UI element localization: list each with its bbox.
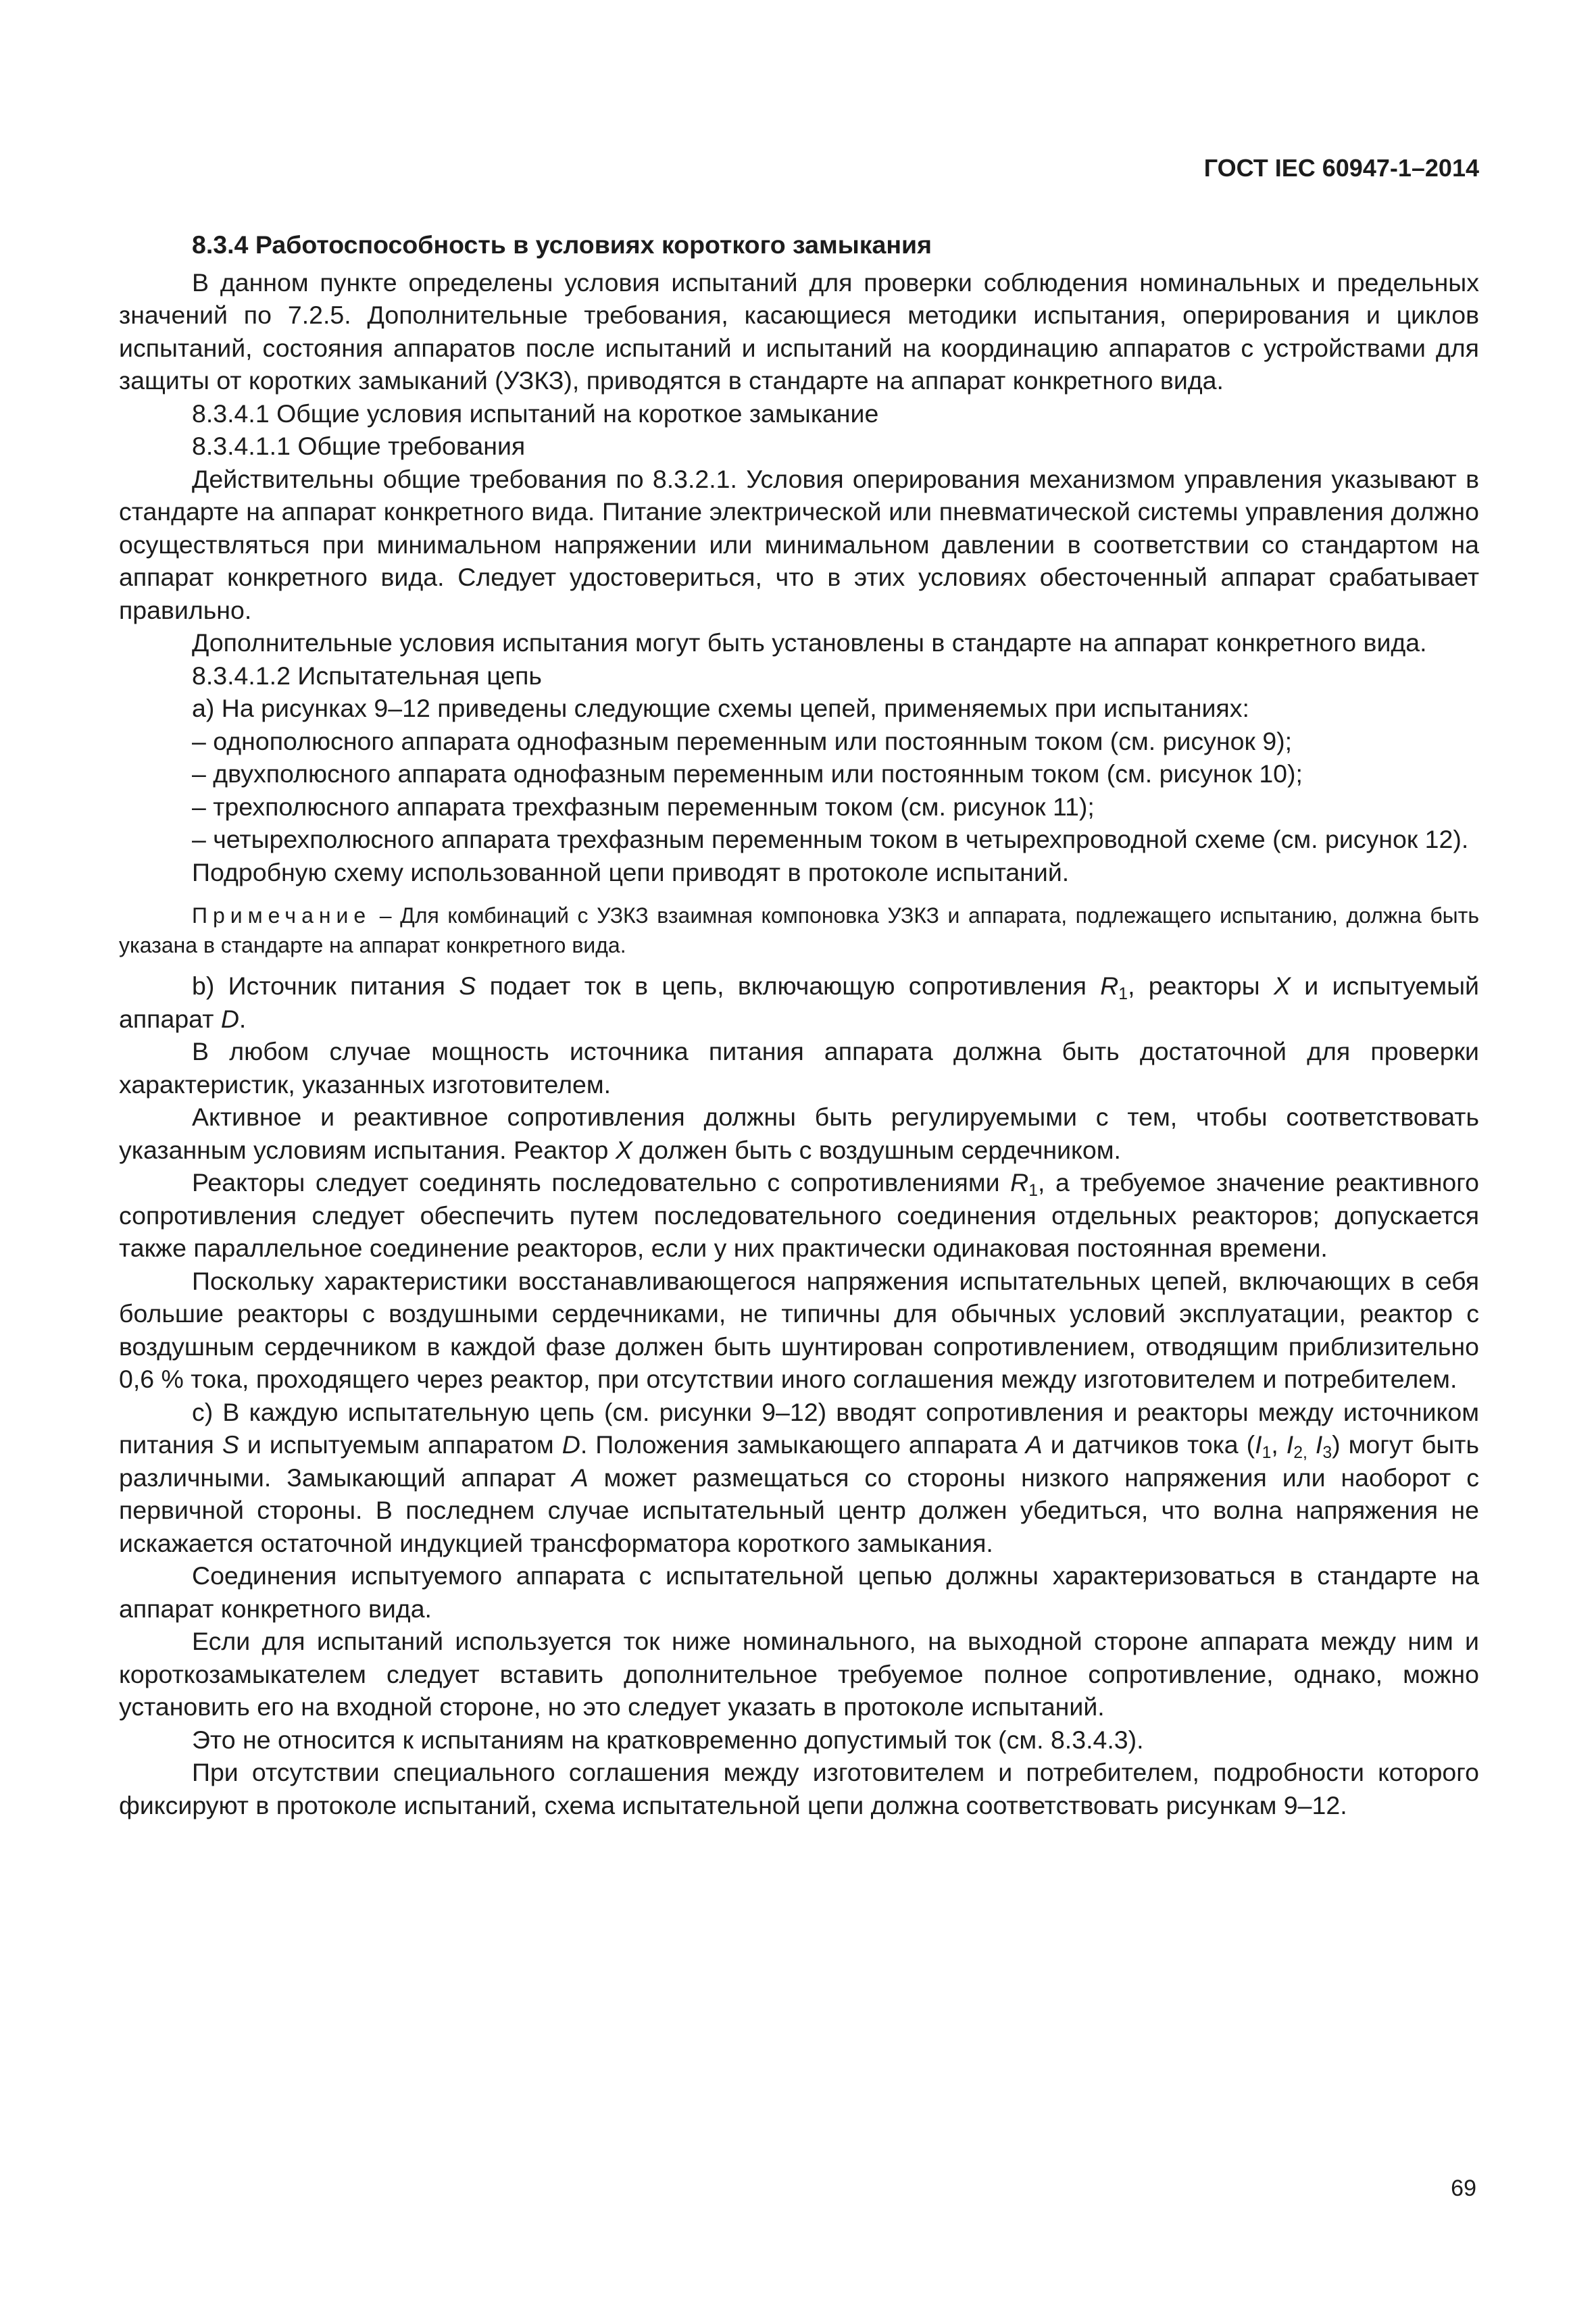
- item-b-paragraph: [119, 970, 1479, 1035]
- power-source-paragraph: В любом случае мощность источника питания аппарата должна быть достаточной для проверки характеристик, указанных изготовителем.: [119, 1037, 1479, 1099]
- text-run: .: [239, 1004, 247, 1033]
- text-run: b) Источник питания: [192, 972, 459, 1000]
- symbol-i: I: [1255, 1430, 1262, 1459]
- subsection-heading-83411: 8.3.4.1.1 Общие требования: [192, 432, 526, 460]
- reactors-paragraph: [119, 1166, 1479, 1265]
- item-c-paragraph: [119, 1396, 1479, 1560]
- additional-conditions-paragraph: Дополнительные условия испытания могут быть установлены в стандарте на аппарат конкретного вида.: [192, 628, 1427, 657]
- lower-current-paragraph: Если для испытаний используется ток ниже номинального, на выходной стороне аппарата между ним и короткозамыкателем следует вставить дополнительное требуемое полное сопротивление, однако, можно установить его на входной стороне, но это следует указать в протоколе испытаний.: [119, 1627, 1479, 1721]
- note-text: – Для комбинаций с УЗКЗ взаимная компоновка УЗКЗ и аппарата, подлежащего испытанию, должна быть указана в стандарте на аппарат конкретного вида.: [119, 903, 1479, 957]
- symbol-d: D: [562, 1430, 580, 1459]
- section-title: 8.3.4 Работоспособность в условиях короткого замыкания: [192, 230, 932, 259]
- subsection-heading-8341: 8.3.4.1 Общие условия испытаний на короткое замыкание: [192, 399, 879, 428]
- symbol-x: X: [1273, 972, 1291, 1000]
- text-run: и испытуемым аппаратом: [239, 1430, 562, 1459]
- text-run: Реакторы следует соединять последовательно с сопротивлениями: [192, 1168, 1011, 1197]
- short-time-current-paragraph: Это не относится к испытаниям на кратковременно допустимый ток (см. 8.3.4.3).: [192, 1725, 1144, 1754]
- resistance-paragraph: [119, 1101, 1479, 1166]
- symbol-a: A: [1025, 1430, 1043, 1459]
- text-run: Активное и реактивное сопротивления должны быть регулируемыми с тем, чтобы соответствовать указанным условиям испытания. Реактор: [119, 1103, 1479, 1164]
- symbol-d: D: [220, 1004, 239, 1033]
- text-run: ,: [1271, 1430, 1287, 1459]
- page-number: 69: [1451, 2175, 1476, 2201]
- note-label: Примечание: [192, 903, 372, 928]
- symbol-i: I: [1286, 1430, 1294, 1459]
- general-requirements-paragraph: Действительны общие требования по 8.3.2.1. Условия оперирования механизмом управления указывают в стандарте на аппарат конкретного вида. Питание электрической или пневматической системы управления должно осуществляться при минимальном напряжении или минимальном давлении в соответствии со стандартом на аппарат конкретного вида. Следует удостовериться, что в этих условиях обесточенный аппарат срабатывает правильно.: [119, 464, 1479, 624]
- intro-paragraph: В данном пункте определены условия испытаний для проверки соблюдения номинальных и предельных значений по 7.2.5. Дополнительные требования, касающиеся методики испытания, оперирования и циклов испытаний, состояния аппаратов после испытаний и испытаний на координацию аппаратов с устройствами для защиты от коротких замыканий (УЗКЗ), приводятся в стандарте на аппарат конкретного вида.: [119, 268, 1479, 395]
- special-agreement-paragraph: При отсутствии специального соглашения между изготовителем и потребителем, подробности которого фиксируют в протоколе испытаний, схема испытательной цепи должна соответствовать рисункам 9–12.: [119, 1758, 1479, 1819]
- note: [119, 901, 1479, 960]
- text-run: . Положения замыкающего аппарата: [580, 1430, 1026, 1459]
- subsection-heading-83412: 8.3.4.1.2 Испытательная цепь: [192, 661, 542, 690]
- text-run: подает ток в цепь, включающую сопротивления: [476, 972, 1101, 1000]
- list-item-4: – четырехполюсного аппарата трехфазным переменным током в четырехпроводной схеме (см. рисунок 12).: [192, 825, 1469, 853]
- text-run: [1307, 1430, 1316, 1459]
- subscript: 2,: [1293, 1443, 1307, 1462]
- list-item-3: – трехполюсного аппарата трехфазным переменным током (см. рисунок 11);: [192, 792, 1095, 821]
- recovery-voltage-paragraph: Поскольку характеристики восстанавливающегося напряжения испытательных цепей, включающих в себя большие реакторы с воздушными сердечниками, не типичны для обычных условий эксплуатации, реактор с воздушным сердечником в каждой фазе должен быть шунтирован сопротивлением, отводящим приблизительно 0,6 % тока, проходящего через реактор, при отсутствии иного соглашения между изготовителем и потребителем.: [119, 1266, 1479, 1393]
- list-item-2: – двухполюсного аппарата однофазным переменным или постоянным током (см. рисунок 10);: [192, 759, 1303, 788]
- text-run: , реакторы: [1128, 972, 1274, 1000]
- symbol-r: R: [1100, 972, 1119, 1000]
- subscript: 3: [1322, 1443, 1332, 1462]
- subscript: 1: [1118, 984, 1128, 1003]
- connections-paragraph: Соединения испытуемого аппарата с испытательной цепью должны характеризоваться в стандарте на аппарат конкретного вида.: [119, 1561, 1479, 1623]
- symbol-a: A: [571, 1463, 589, 1492]
- text-run: может размещаться со стороны низкого напряжения или наоборот с первичной стороны. В последнем случае испытательный центр должен убедиться, что волна напряжения не искажается остаточной индукцией трансформатора короткого замыкания.: [119, 1463, 1479, 1557]
- symbol-r: R: [1010, 1168, 1029, 1197]
- text-run: ) могут быть различными. Замыкающий аппарат: [119, 1430, 1479, 1492]
- item-a-intro: а) На рисунках 9–12 приведены следующие схемы цепей, применяемых при испытаниях:: [192, 694, 1249, 722]
- document-body: [119, 228, 1479, 1821]
- standard-header: ГОСТ IEC 60947-1–2014: [1203, 154, 1479, 182]
- subscript: 1: [1262, 1443, 1272, 1462]
- symbol-x: X: [615, 1135, 632, 1164]
- symbol-s: S: [459, 972, 476, 1000]
- detailed-scheme-paragraph: Подробную схему использованной цепи приводят в протоколе испытаний.: [192, 857, 1070, 886]
- symbol-s: S: [222, 1430, 239, 1459]
- text-run: , а требуемое значение реактивного сопротивления следует обеспечить путем последовательного соединения отдельных реакторов; допускается также параллельное соединение реакторов, если у них практически одинаковая постоянная времени.: [119, 1168, 1479, 1262]
- text-run: должен быть с воздушным сердечником.: [632, 1135, 1121, 1164]
- list-item-1: – однополюсного аппарата однофазным переменным или постоянным током (см. рисунок 9);: [192, 726, 1293, 755]
- text-run: с) В каждую испытательную цепь (см. рисунки 9–12) вводят сопротивления и реакторы между источником питания: [119, 1397, 1479, 1459]
- text-run: и испытуемый аппарат: [119, 972, 1479, 1033]
- subscript: 1: [1028, 1181, 1039, 1200]
- symbol-i: I: [1315, 1430, 1323, 1459]
- text-run: и датчиков тока (: [1042, 1430, 1255, 1459]
